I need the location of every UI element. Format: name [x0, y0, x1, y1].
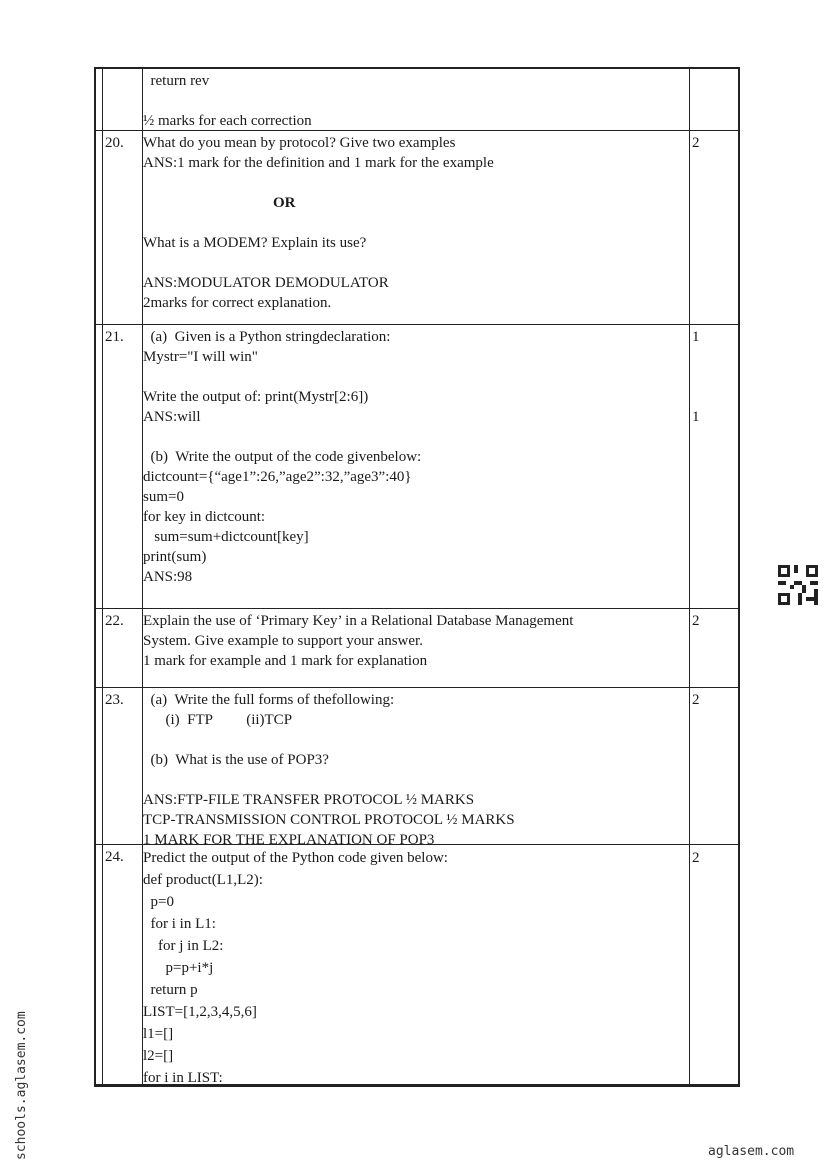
watermark-bottom: aglasem.com — [708, 1144, 795, 1159]
marks-cell — [692, 688, 700, 710]
watermark-side: schools.aglasem.com — [14, 1011, 29, 1160]
content-line: System. Give example to support your answer. — [143, 633, 423, 649]
content-line: Mystr="I will win" — [143, 349, 258, 365]
content-line: for i in L1: — [143, 916, 216, 932]
content-line — [143, 770, 686, 790]
content-line: def product(L1,L2): — [143, 872, 263, 888]
question-number: 22. — [105, 613, 124, 629]
content-line — [143, 91, 686, 111]
content-line: Write the output of: print(Mystr[2:6]) — [143, 389, 369, 405]
marks-cell — [692, 609, 700, 631]
content-line: ANS:98 — [143, 569, 193, 585]
marks-value — [692, 347, 700, 367]
content-line — [143, 213, 686, 233]
content-line: ANS:1 mark for the definition and 1 mark for the example — [143, 155, 494, 171]
content-line: (i) FTP (ii)TCP — [143, 712, 293, 728]
table-row — [96, 130, 738, 325]
content-line: p=p+i*j — [143, 960, 214, 976]
content-line: l1=[] — [143, 1026, 174, 1042]
content-line: dictcount={“age1”:26,”age2”:32,”age3”:40} — [143, 469, 412, 485]
marks-value: 2 — [692, 850, 700, 866]
table-row — [96, 324, 738, 609]
content-line: (a) Write the full forms of thefollowing: — [143, 692, 395, 708]
answer-table — [94, 67, 740, 1087]
content-line: for key in dictcount: — [143, 509, 266, 525]
question-content — [143, 325, 686, 587]
marks-value — [692, 367, 700, 387]
content-line: (b) Write the output of the code givenbelow: — [143, 449, 422, 465]
marks-value: 2 — [692, 135, 700, 151]
question-content — [143, 69, 686, 131]
table-row — [96, 608, 738, 688]
marks-value: 2 — [692, 692, 700, 708]
content-line: sum=0 — [143, 489, 184, 505]
marks-cell — [692, 845, 700, 869]
content-line: ANS:will — [143, 409, 201, 425]
question-content — [143, 845, 686, 1089]
content-line: p=0 — [143, 894, 174, 910]
content-line: 1 mark for example and 1 mark for explanation — [143, 653, 428, 669]
content-line — [143, 253, 686, 273]
content-line: What is a MODEM? Explain its use? — [143, 235, 367, 251]
marks-value: 2 — [692, 613, 700, 629]
content-line: ½ marks for each correction — [143, 113, 312, 129]
question-content — [143, 688, 686, 850]
content-line: return rev — [143, 73, 210, 89]
content-line: l2=[] — [143, 1048, 174, 1064]
content-line — [143, 730, 686, 750]
content-line: ANS:FTP-FILE TRANSFER PROTOCOL ½ MARKS — [143, 792, 475, 808]
question-content — [143, 131, 686, 313]
table-row — [96, 687, 738, 848]
content-line: for j in L2: — [143, 938, 224, 954]
content-line: (a) Given is a Python stringdeclaration: — [143, 329, 391, 345]
content-line — [143, 173, 686, 193]
question-content — [143, 609, 686, 671]
marks-value: 1 — [692, 409, 700, 425]
content-line: TCP-TRANSMISSION CONTROL PROTOCOL ½ MARKS — [143, 812, 515, 828]
content-line: sum=sum+dictcount[key] — [143, 529, 309, 545]
content-line: (b) What is the use of POP3? — [143, 752, 329, 768]
content-line: 2marks for correct explanation. — [143, 295, 332, 311]
marks-value: 1 — [692, 329, 700, 345]
content-line — [143, 367, 686, 387]
content-line: print(sum) — [143, 549, 207, 565]
content-line: Explain the use of ‘Primary Key’ in a Relational Database Management — [143, 613, 574, 629]
question-number: 24. — [105, 849, 124, 865]
question-number: 23. — [105, 692, 124, 708]
content-line: What do you mean by protocol? Give two examples — [143, 135, 456, 151]
content-line: Predict the output of the Python code given below: — [143, 850, 448, 866]
table-row — [96, 69, 738, 130]
marks-value — [692, 387, 700, 407]
content-line: return p — [143, 982, 198, 998]
qr-code-icon — [778, 565, 818, 605]
or-separator: OR — [273, 195, 296, 211]
content-line: LIST=[1,2,3,4,5,6] — [143, 1004, 257, 1020]
question-number: 20. — [105, 135, 124, 151]
marks-cell — [692, 325, 700, 427]
table-row — [96, 844, 738, 1088]
content-line: ANS:MODULATOR DEMODULATOR — [143, 275, 389, 291]
question-number: 21. — [105, 329, 124, 345]
content-line — [143, 427, 686, 447]
marks-cell — [692, 131, 700, 153]
content-line: 1 MARK FOR THE EXPLANATION OF POP3 — [143, 832, 435, 848]
content-line: for i in LIST: — [143, 1070, 223, 1086]
